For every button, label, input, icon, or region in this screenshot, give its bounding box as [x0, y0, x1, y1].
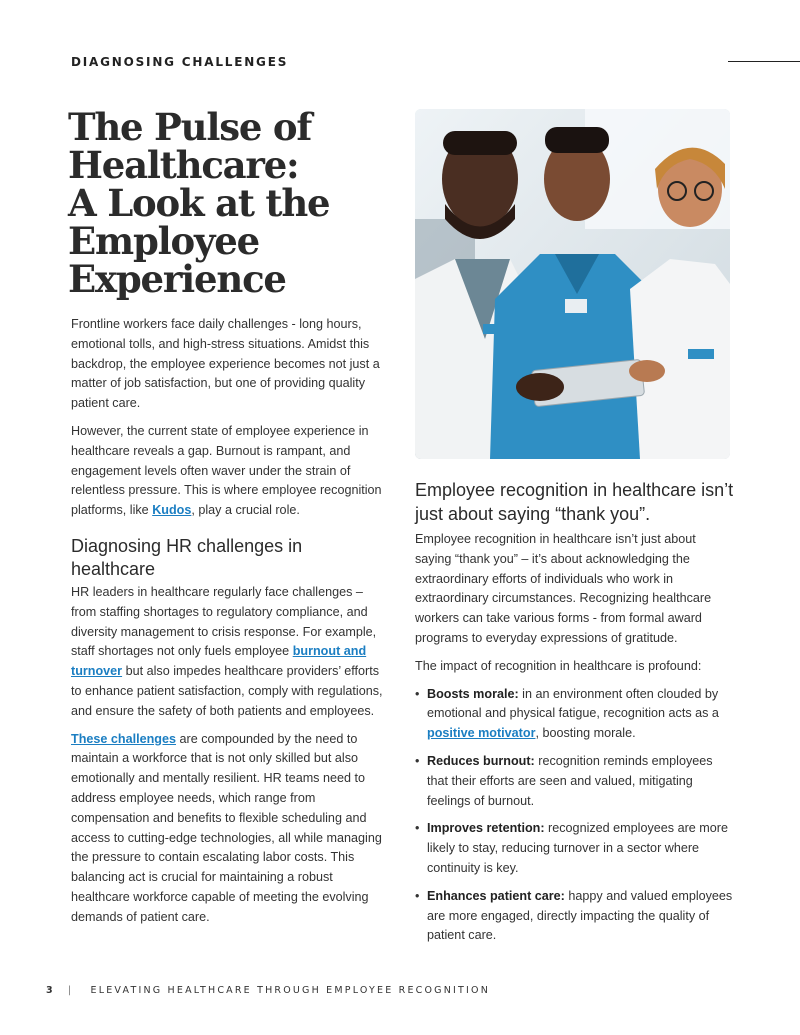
- recognition-heading: Employee recognition in healthcare isn’t just about saying “thank you”.: [415, 480, 734, 524]
- bullet-icon: •: [415, 821, 420, 836]
- right-column: [415, 478, 735, 954]
- title-line: Experience: [68, 257, 286, 301]
- intro-text: , play a crucial role.: [191, 503, 300, 518]
- healthcare-team-photo: [415, 109, 730, 459]
- footer-separator: |: [67, 985, 74, 996]
- bullet-icon: •: [415, 686, 420, 701]
- intro-text: However, the current state of employee experience in healthcare reveals a gap. Burnout is rampant, and engagement levels often waver under the strain of relentless pressure. This is where employee recognition platforms, like: [71, 423, 382, 518]
- title-line: The Pulse of: [68, 105, 312, 149]
- hr-text: HR leaders in healthcare regularly face challenges – from staffing shortages to regulatory compliance, and diversity management to crisis response. For example, staff shortages not only fuels employee: [71, 584, 377, 659]
- title-line: Employee: [68, 219, 259, 263]
- intro-paragraph-2: [71, 422, 383, 521]
- hr-heading: Diagnosing HR challenges in healthcare: [71, 535, 303, 579]
- page-number: 3: [46, 985, 53, 996]
- bullet-icon: •: [415, 888, 420, 903]
- bullet-term: Boosts morale:: [427, 686, 519, 701]
- impact-intro: The impact of recognition in healthcare is profound:: [415, 658, 702, 673]
- title-line: A Look at the: [68, 181, 330, 225]
- page-footer: [46, 985, 490, 996]
- these-challenges-link[interactable]: These challenges: [71, 731, 176, 746]
- hr-paragraph-2: [71, 730, 383, 928]
- bullet-term: Reduces burnout:: [427, 753, 535, 768]
- bullet-text: , boosting morale.: [535, 726, 636, 741]
- bullet-text: recognized employees are more likely to stay, reducing turnover in a sector where continuity is key.: [427, 821, 728, 875]
- bullet-text: happy and valued employees are more engaged, directly impacting the quality of patient care.: [427, 888, 733, 943]
- list-item: [415, 819, 735, 878]
- page-title: [68, 105, 388, 301]
- intro-paragraph: Frontline workers face daily challenges - long hours, emotional tolls, and high-stress situations. Amidst this backdrop, the employee experience becomes not just a matter of job satisfaction, but one of providing quality patient care.: [71, 317, 380, 411]
- title-line: Healthcare:: [68, 143, 299, 187]
- list-item: [415, 685, 735, 744]
- hr-text: are compounded by the need to maintain a workforce that is not only skilled but also emotionally and mentally resilient. HR teams need to address employee needs, which range from compensation and benefits to flexible scheduling and access to cutting-edge technologies, all while managing the pressure to contain escalating labor costs. This balancing act is crucial for maintaining a robust healthcare workforce capable of meeting the evolving demands of patient care.: [71, 731, 382, 924]
- positive-motivator-link[interactable]: positive motivator: [427, 726, 536, 741]
- bullet-text: recognition reminds employees that their efforts are seen and valued, mitigating feelings of burnout.: [427, 753, 713, 808]
- bullet-text: in an environment often clouded by emotional and physical fatigue, recognition acts as a: [427, 686, 719, 721]
- recognition-paragraph: Employee recognition in healthcare isn’t just about saying “thank you” – it’s about acknowledging the extraordinary efforts of individuals who work in extraordinary circumstances. Recognizing healthcare workers can take various forms - from formal award programs to everyday expressions of gratitude.: [415, 532, 712, 645]
- header-rule: [728, 61, 800, 62]
- impact-list: [415, 685, 735, 947]
- hr-paragraph: [71, 583, 383, 722]
- photo-illustration: [415, 109, 730, 459]
- left-column: [71, 315, 383, 936]
- list-item: [415, 887, 735, 946]
- hr-text: but also impedes healthcare providers’ efforts to enhance patient satisfaction, comply with regulations, and ensure the safety of both patients and employees.: [71, 664, 383, 718]
- list-item: [415, 752, 735, 811]
- bullet-term: Improves retention:: [427, 821, 545, 836]
- running-title: ELEVATING HEALTHCARE THROUGH EMPLOYEE RECOGNITION: [90, 985, 491, 996]
- section-label: DIAGNOSING CHALLENGES: [71, 55, 289, 69]
- bullet-icon: •: [415, 753, 420, 768]
- kudos-link[interactable]: Kudos: [152, 503, 192, 518]
- bullet-term: Enhances patient care:: [427, 888, 565, 903]
- burnout-turnover-link[interactable]: burnout and turnover: [71, 644, 367, 679]
